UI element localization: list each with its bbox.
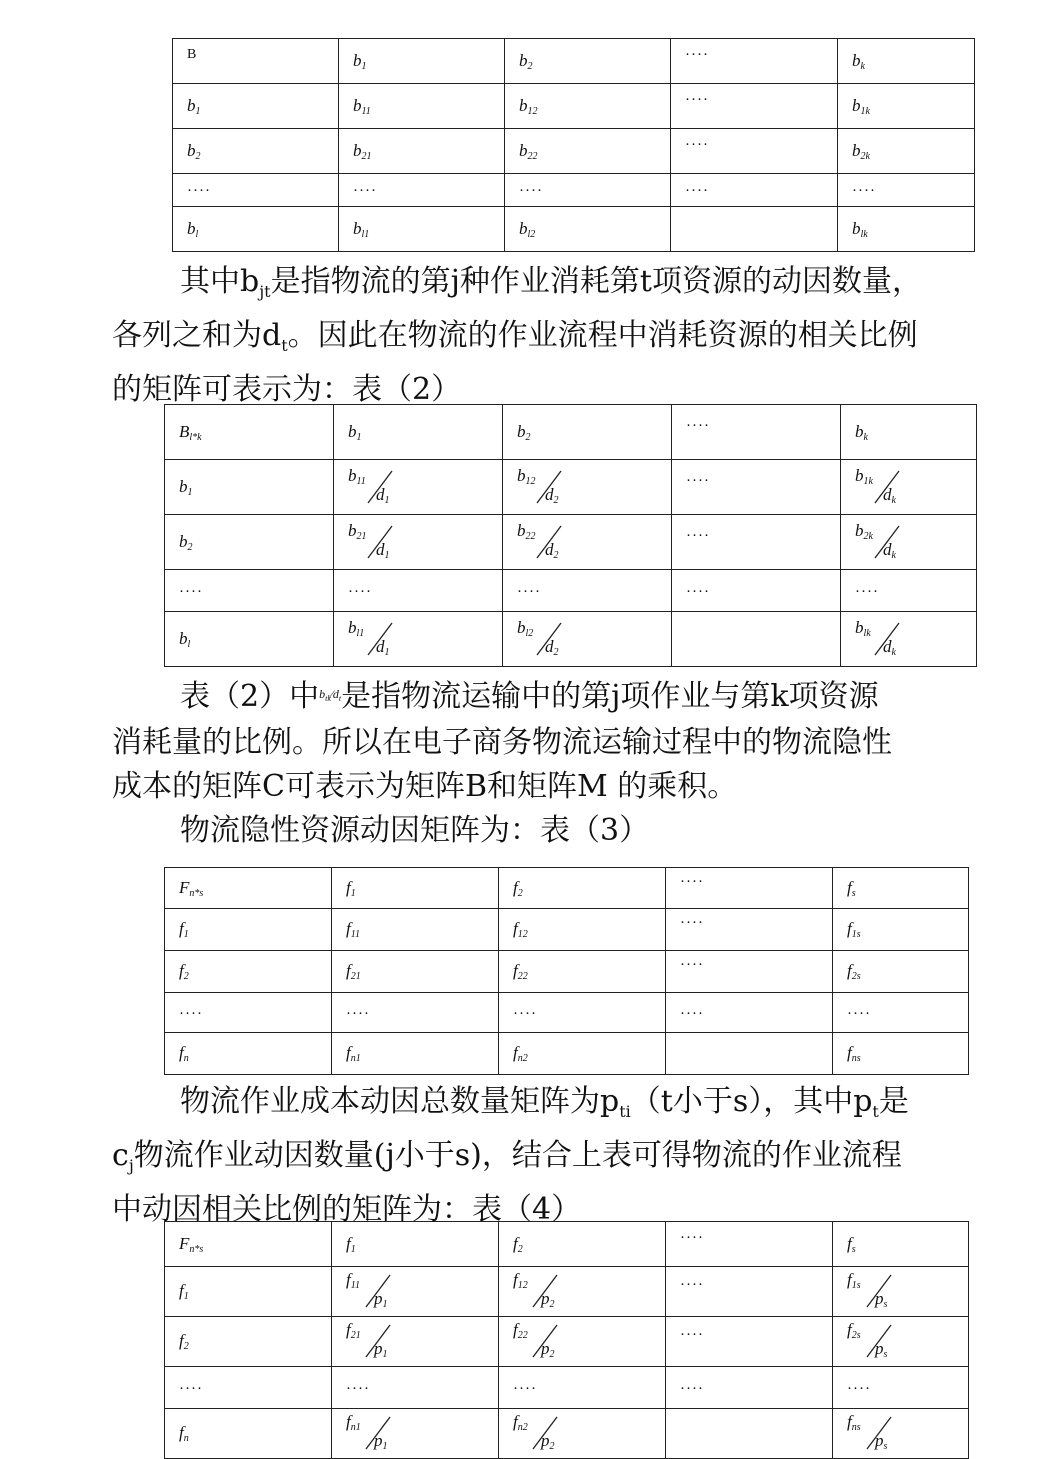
- table-cell: ····: [672, 460, 841, 515]
- fraction: $b_{l1}$ $d_1$: [348, 615, 410, 659]
- table-cell: ····: [666, 951, 833, 993]
- cell-text: B: [187, 47, 197, 62]
- table-cell: $b_1$: [165, 460, 334, 515]
- table-cell: $f_{2s}$: [833, 951, 969, 993]
- paragraph-2: [112, 672, 1032, 853]
- table-cell: [499, 1409, 666, 1459]
- table-cell: [833, 1409, 969, 1459]
- table-row: [165, 570, 977, 612]
- table-row: [165, 868, 969, 909]
- table-cell: ····: [841, 570, 977, 612]
- table-cell: ····: [666, 1267, 833, 1317]
- table-cell: [841, 612, 977, 667]
- table-cell: [332, 1267, 499, 1317]
- table-cell: ····: [666, 868, 833, 909]
- table-cell: [499, 1267, 666, 1317]
- table-cell: $b_l$: [165, 612, 334, 667]
- table-cell: [841, 460, 977, 515]
- table-cell: $f_{n1}$: [332, 1033, 499, 1075]
- table-cell: $B_{l*k}$: [165, 405, 334, 460]
- table-cell: [332, 1317, 499, 1367]
- table-cell: $b_1$: [339, 39, 505, 84]
- table-cell: $F_{n*s}$: [165, 868, 332, 909]
- table-cell: $b_l$: [173, 207, 339, 252]
- table-row: [165, 405, 977, 460]
- table-cell: $b_{11}$: [339, 84, 505, 129]
- fraction: $b_{lk}$ $d_k$: [855, 615, 917, 659]
- table-cell: ····: [671, 129, 838, 174]
- fraction: $b_{12}$ $d_2$: [517, 463, 579, 507]
- table-row: [173, 174, 975, 207]
- table-row: [165, 1409, 969, 1459]
- table-cell: ····: [671, 39, 838, 84]
- fraction: $b_{1k}$ $d_k$: [855, 463, 917, 507]
- table-row: [165, 909, 969, 951]
- table-cell: ····: [165, 993, 332, 1033]
- table-row: [165, 612, 977, 667]
- table-cell: [173, 39, 339, 84]
- table-cell: $b_2$: [503, 405, 672, 460]
- table-cell: ····: [503, 570, 672, 612]
- fraction: $f_{22}$ $p_2$: [513, 1317, 575, 1361]
- table-cell: $b_{2k}$: [838, 129, 975, 174]
- text-line: 中动因相关比例的矩阵为：表（4）: [112, 1192, 582, 1227]
- table-2: [164, 404, 977, 667]
- table-cell: $b_2$: [165, 515, 334, 570]
- table-cell: $f_n$: [165, 1409, 332, 1459]
- table-cell: [499, 1317, 666, 1367]
- fraction: $f_{n2}$ $p_2$: [513, 1409, 575, 1453]
- table-row: [173, 207, 975, 252]
- table-cell: [334, 460, 503, 515]
- fraction: $f_{n1}$ $p_1$: [346, 1409, 408, 1453]
- table-cell: ····: [672, 515, 841, 570]
- table-cell: $f_s$: [833, 868, 969, 909]
- table-cell: [672, 612, 841, 667]
- table-cell: [334, 515, 503, 570]
- table-cell: $b_1$: [173, 84, 339, 129]
- table-row: [165, 460, 977, 515]
- table-cell: ····: [671, 84, 838, 129]
- table-row: [173, 84, 975, 129]
- table-cell: [841, 515, 977, 570]
- table-cell: $b_2$: [505, 39, 671, 84]
- table-cell: $b_{l1}$: [339, 207, 505, 252]
- table-row: [173, 129, 975, 174]
- table-cell: $f_2$: [165, 951, 332, 993]
- table-cell: $b_2$: [173, 129, 339, 174]
- table-cell: ····: [499, 1367, 666, 1409]
- table-row: [165, 993, 969, 1033]
- fraction: $b_{22}$ $d_2$: [517, 518, 579, 562]
- table-row: [165, 1317, 969, 1367]
- fraction: $b_{2k}$ $d_k$: [855, 518, 917, 562]
- table-cell: ····: [339, 174, 505, 207]
- fraction: $f_{11}$ $p_1$: [346, 1267, 408, 1311]
- table-cell: [503, 460, 672, 515]
- table-row: [165, 1367, 969, 1409]
- text-line: 消耗量的比例。所以在电子商务物流运输过程中的物流隐性: [112, 725, 892, 760]
- table-cell: ····: [165, 570, 334, 612]
- table-1: [172, 38, 975, 252]
- table-cell: [666, 1033, 833, 1075]
- table-cell: $f_{21}$: [332, 951, 499, 993]
- table-cell: [503, 612, 672, 667]
- table-cell: [666, 1409, 833, 1459]
- table-cell: ····: [666, 909, 833, 951]
- table-row: [165, 951, 969, 993]
- table-cell: ····: [833, 1367, 969, 1409]
- text-line: 表（2）中$^{b_{tk}⁄d_t}$是指物流运输中的第j项作业与第k项资源: [180, 679, 879, 714]
- table-cell: $f_1$: [165, 909, 332, 951]
- table-cell: ····: [499, 993, 666, 1033]
- table-cell: $f_1$: [332, 868, 499, 909]
- table-cell: $b_k$: [838, 39, 975, 84]
- table-cell: $f_1$: [165, 1267, 332, 1317]
- text-line: 各列之和为$d_t$。因此在物流的作业流程中消耗资源的相关比例: [112, 318, 918, 355]
- table-cell: $b_{12}$: [505, 84, 671, 129]
- table-cell: $f_{ns}$: [833, 1033, 969, 1075]
- table-cell: [503, 515, 672, 570]
- text-line: $c_j$物流作业动因数量(j小于s)，结合上表可得物流的作业流程: [112, 1138, 902, 1175]
- table-cell: $b_1$: [334, 405, 503, 460]
- fraction: $f_{1s}$ $p_s$: [847, 1267, 909, 1311]
- table-cell: ····: [666, 993, 833, 1033]
- table-3: [164, 867, 969, 1075]
- table-cell: ····: [666, 1222, 833, 1267]
- inline-fraction: btk⁄dt: [319, 687, 342, 703]
- fraction: $f_{12}$ $p_2$: [513, 1267, 575, 1311]
- table-cell: ····: [505, 174, 671, 207]
- table-cell: $b_{l2}$: [505, 207, 671, 252]
- table-cell: ····: [332, 993, 499, 1033]
- paragraph-1: [112, 260, 1032, 412]
- table-cell: $b_{22}$: [505, 129, 671, 174]
- table-cell: $b_{1k}$: [838, 84, 975, 129]
- table-cell: [833, 1267, 969, 1317]
- table-cell: ····: [672, 570, 841, 612]
- table-cell: $f_2$: [499, 868, 666, 909]
- fraction: $b_{11}$ $d_1$: [348, 463, 410, 507]
- table-cell: ····: [165, 1367, 332, 1409]
- fraction: $f_{21}$ $p_1$: [346, 1317, 408, 1361]
- table-cell: $f_{n2}$: [499, 1033, 666, 1075]
- table-cell: [671, 207, 838, 252]
- table-row: [165, 1267, 969, 1317]
- table-row: [165, 1222, 969, 1267]
- table-cell: [833, 1317, 969, 1367]
- text-line: 其中$b_{jt}$是指物流的第j种作业消耗第t项资源的动因数量，: [180, 264, 922, 301]
- fraction: $b_{l2}$ $d_2$: [517, 615, 579, 659]
- text-line: 的矩阵可表示为：表（2）: [112, 372, 462, 407]
- table-cell: $b_{lk}$: [838, 207, 975, 252]
- table-cell: ····: [334, 570, 503, 612]
- table-cell: $f_s$: [833, 1222, 969, 1267]
- table-cell: $f_{12}$: [499, 909, 666, 951]
- table-cell: $f_{1s}$: [833, 909, 969, 951]
- table-cell: [334, 612, 503, 667]
- text-line: 物流作业成本动因总数量矩阵为$p_{ti}(t$小于s），其中$p_t$是: [180, 1084, 909, 1121]
- table-cell: $f_2$: [499, 1222, 666, 1267]
- table-row: [165, 1033, 969, 1075]
- text-line: 成本的矩阵C可表示为矩阵B和矩阵M 的乘积。: [112, 769, 738, 804]
- text-line: 物流隐性资源动因矩阵为：表（3）: [180, 813, 650, 848]
- table-cell: $b_{21}$: [339, 129, 505, 174]
- table-cell: ····: [332, 1367, 499, 1409]
- table-cell: ····: [173, 174, 339, 207]
- table-cell: ····: [666, 1317, 833, 1367]
- table-cell: $f_{11}$: [332, 909, 499, 951]
- fraction: $b_{21}$ $d_1$: [348, 518, 410, 562]
- table-cell: $f_2$: [165, 1317, 332, 1367]
- table-cell: [332, 1409, 499, 1459]
- paragraph-3: [112, 1080, 1032, 1232]
- table-row: [165, 515, 977, 570]
- fraction: $f_{2s}$ $p_s$: [847, 1317, 909, 1361]
- table-cell: $b_k$: [841, 405, 977, 460]
- table-cell: ····: [833, 993, 969, 1033]
- table-4: [164, 1221, 969, 1459]
- table-cell: $f_{22}$: [499, 951, 666, 993]
- table-cell: ····: [672, 405, 841, 460]
- table-cell: ····: [666, 1367, 833, 1409]
- table-cell: ····: [671, 174, 838, 207]
- fraction: $f_{ns}$ $p_s$: [847, 1409, 909, 1453]
- table-cell: $f_1$: [332, 1222, 499, 1267]
- table-cell: $F_{n*s}$: [165, 1222, 332, 1267]
- table-cell: ····: [838, 174, 975, 207]
- table-cell: $f_n$: [165, 1033, 332, 1075]
- table-row: [173, 39, 975, 84]
